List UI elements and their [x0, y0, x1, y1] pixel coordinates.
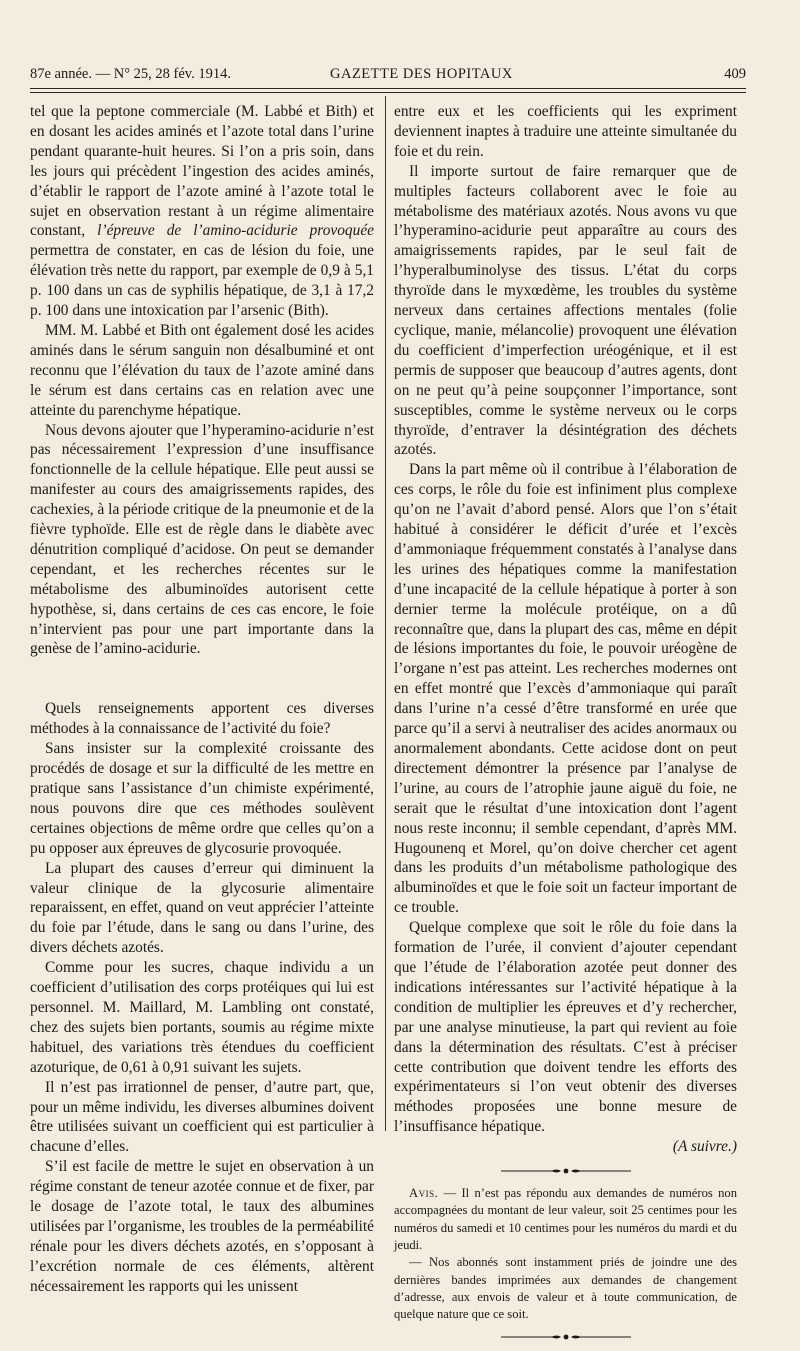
header-rule-top	[30, 88, 746, 89]
notice-box	[394, 1185, 737, 1323]
page-number: 409	[724, 66, 746, 82]
paragraph: Comme pour les sucres, chaque individu a un coefficient d’utilisation des corps protéiques qui lui est personnel. M. Maillard, M. Lambling ont constaté, chez des sujets bien portants, soumis au régime mixte habituel, des variations très étendues du coefficient azoturique, de 0,61 à 0,91 suivant les sujets.	[30, 959, 374, 1076]
paragraph: entre eux et les coefficients qui les expriment deviennent inaptes à traduire une atteinte simultanée du foie et du rein.	[394, 103, 737, 160]
column-divider	[385, 96, 386, 1131]
paragraph: Dans la part même où il contribue à l’élaboration de ces corps, le rôle du foie est infiniment plus complexe qu’on ne l’avait d’abord pensé. Alors que l’on s’était habitué à considérer le déficit d’urée et l’excès d’ammoniaque fréquemment constatés à l’analyse dans les urines des hépatiques comme la manifestation d’une incapacité de la cellule hépatique à porter à son dernier terme la molécule protéique, on a dû reconnaître que, dans la plupart des cas, même en dépit de lésions importantes du foie, le pouvoir uréogène de l’organe n’est pas atteint. Les recherches modernes ont en effet montré que l’excès d’ammoniaque qui paraît dans l’urine n’a cessé d’être transformé en urée que parce qu’il a servi à neutraliser des acides anormaux ou anormalement abondants. Cette acidose dont on peut directement démontrer la présence par l’analyse de l’urine, au cours de l’atrophie jaune aiguë du foie, ne serait que le résultat d’une intoxication dont l’agent nous reste inconnu; il semble cependant, d’après MM. Hugounenq et Morel, qu’on doive chercher cet agent dans les produits d’un métabolisme pathologique des albuminoïdes et que le foie soit un facteur important de ce trouble.	[394, 461, 737, 917]
paragraph: Il importe surtout de faire remarquer que de multiples facteurs collaborent avec le foie au métabolisme des matériaux azotés. Nous avons vu que l’hyperamino-acidurie peut apparaître au cours des amaigrissements rapides, par le seul fait de l’hyperalbuminolyse des tissus. L’état du corps thyroïde dans le myxœdème, les troubles du système nerveux dans certaines affections mentales (folie cyclique, manie, mélancolie) provoquent une élévation du coefficient d’imperfection uréogénique, et il est permis de supposer que beaucoup d’autres agents, dont on ne peut qu’à peine soupçonner l’importance, sont susceptibles, comme le système nerveux ou le corps thyroïde, d’entraver la désintégration des déchets azotés.	[394, 162, 737, 459]
paragraph: S’il est facile de mettre le sujet en observation à un régime constant de teneur azotée connue et de fixer, par le dosage de l’azote total, le taux des albumines utilisées par l’organisme, les troubles de la perméabilité rénale pour les divers déchets azotés, en s’opposant à l’excrétion normale de ces éléments, altèrent nécessairement les rapports qui les unissent	[30, 1158, 374, 1295]
divider-ornament	[394, 1167, 737, 1175]
left-column	[30, 102, 374, 1297]
running-header	[30, 66, 746, 88]
journal-title: GAZETTE DES HOPITAUX	[330, 66, 513, 82]
issue-info: 87e année. — N° 25, 28 fév. 1914.	[30, 66, 231, 82]
paragraph: tel que la peptone commerciale (M. Labbé et Bith) et en dosant les acides aminés et l’azote total dans l’urine pendant quarante-huit heures. Si l’on a pris soin, dans les jours qui précèdent l’ingestion des acides aminés, d’établir le rapport de l’azote aminé à l’azote total le sujet en observation restant à un régime alimentaire constant, l’épreuve de l’amino-acidurie provoquée permettra de constater, en cas de lésion du foie, une élévation très nette du rapport, par exemple de 0,9 à 5,1 p. 100 dans un cas de syphilis hépatique, de 3,1 à 17,2 p. 100 dans une intoxication par l’arsenic (Bith).	[30, 103, 374, 320]
header-rule-bottom	[30, 92, 746, 93]
paragraph: Quels renseignements apportent ces diverses méthodes à la connaissance de l’activité du foie?	[30, 700, 374, 738]
to-be-continued: (A suivre.)	[672, 1138, 737, 1156]
right-column	[394, 102, 737, 1351]
notice-paragraph: Avis. — Il n’est pas répondu aux demandes de numéros non accompagnées du montant de leur valeur, soit 25 centimes pour les numéros du samedi et 10 centimes pour les numéros du mardi et du jeudi.	[394, 1186, 737, 1252]
paragraph: MM. M. Labbé et Bith ont également dosé les acides aminés dans le sérum sanguin non désalbuminé et ont reconnu que l’élévation du taux de l’azote aminé dans le sérum est dans certains cas en relation avec une atteinte du parenchyme hépatique.	[30, 321, 374, 419]
notice-paragraph: — Nos abonnés sont instamment priés de joindre une des dernières bandes imprimées aux demandes de changement d’adresse, aux envois de valeur et à toute communication, de quelque nature que ce soit.	[394, 1255, 737, 1322]
paragraph: La plupart des causes d’erreur qui diminuent la valeur clinique de la glycosurie alimentaire reparaissent, en effet, quand on veut apprécier l’atteinte du foie par l’étude, dans le sang ou dans l’urine, des divers déchets azotés.	[30, 859, 374, 957]
paragraph: Sans insister sur la complexité croissante des procédés de dosage et sur la difficulté de les mettre en pratique sans l’assistance d’un chimiste expérimenté, nous pouvons dire que ces méthodes soulèvent certaines objections de même ordre que celles qu’on a pu opposer aux épreuves de glycosurie provoquée.	[30, 740, 374, 857]
paragraph: Quelque complexe que soit le rôle du foie dans la formation de l’urée, il convient d’ajouter cependant que l’étude de l’élaboration azotée peut donner des indications intéressantes sur l’activité hépatique à la condition de multiplier les épreuves et d’y rechercher, par une analyse minutieuse, la part qui revient au foie dans la détermination des résultats. C’est à préciser cette contribution que doivent tendre les efforts des expérimentateurs si l’on veut obtenir des diverses méthodes proposées une bonne mesure de l’insuffisance hépatique.	[394, 919, 737, 1136]
paragraph: Il n’est pas irrationnel de penser, d’autre part, que, pour un même individu, les diverses albumines doivent être utilisées suivant un coefficient qui est particulier à chacune d’elles.	[30, 1078, 374, 1156]
paragraph: Nous devons ajouter que l’hyperamino-acidurie n’est pas nécessairement l’expression d’une insuffisance fonctionnelle de la cellule hépatique. Elle peut aussi se manifester au cours des amaigrissements rapides, des cachexies, à la période critique de la pneumonie et de la fièvre typhoïde. Elle est de règle dans le diabète avec dénutrition compliqué d’acidose. On peut se demander cependant, et les recherches récentes sur le métabolisme des albuminoïdes autorisent cette hypothèse, si, dans certains de ces cas encore, le foie n’intervient pas pour une part importante dans la genèse de l’amino-acidurie.	[30, 421, 374, 658]
divider-ornament	[394, 1333, 737, 1341]
